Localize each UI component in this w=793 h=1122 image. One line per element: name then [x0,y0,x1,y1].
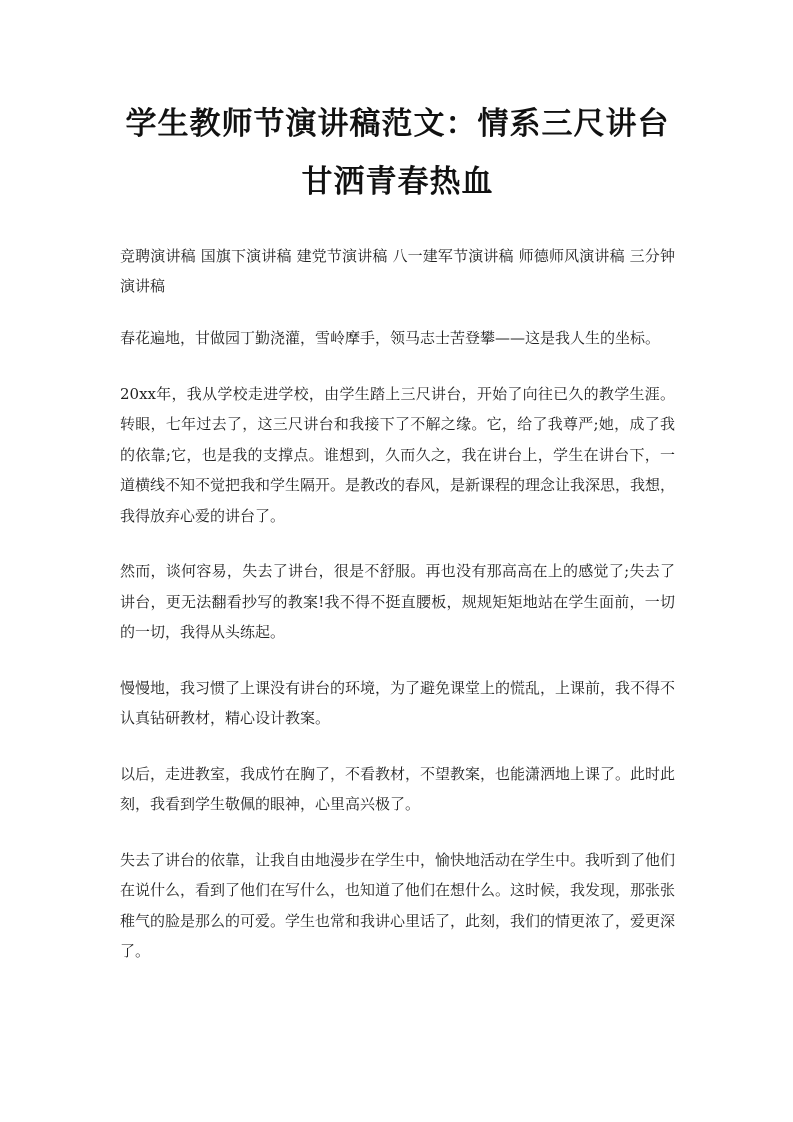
tag-item[interactable]: 八一建军节演讲稿 [392,247,514,265]
tag-item[interactable]: 师德师风演讲稿 [518,247,625,265]
document-title [120,95,675,211]
tag-item[interactable]: 三分钟演讲稿 [120,247,675,295]
body-paragraph: 20xx年，我从学校走进学校，由学生踏上三尺讲台，开始了向往已久的教学生涯。转眼，七年过去了，这三尺讲台和我接下了不解之缘。它，给了我尊严;她，成了我的依靠;它，也是我的支撑点。谁想到，久而久之，我在讲台上，学生在讲台下，一道横线不知不觉把我和学生隔开。是教改的春风，是新课程的理念让我深思，我想，我得放弃心爱的讲台了。 [120,384,676,525]
tag-item[interactable]: 建党节演讲稿 [296,247,388,265]
title-line-2: 甘洒青春热血 [301,164,494,200]
body-paragraph: 以后，走进教室，我成竹在胸了，不看教材，不望教案，也能潇洒地上课了。此时此刻，我看到学生敬佩的眼神，心里高兴极了。 [120,764,676,813]
title-line-1: 学生教师节演讲稿范文：情系三尺讲台 [125,106,670,142]
body-paragraph: 失去了讲台的依靠，让我自由地漫步在学生中，愉快地活动在学生中。我听到了他们在说什么，看到了他们在写什么，也知道了他们在想什么。这时候，我发现，那张张稚气的脸是那么的可爱。学生也常和我讲心里话了，此刻，我们的情更浓了，爱更深了。 [120,850,676,960]
body-paragraph: 春花遍地，甘做园丁勤浇灌，雪岭摩手，领马志士苦登攀——这是我人生的坐标。 [120,329,661,347]
body-paragraph: 然而，谈何容易，失去了讲台，很是不舒服。再也没有那高高在上的感觉了;失去了讲台，更无法翻看抄写的教案!我不得不挺直腰板，规规矩矩地站在学生面前，一切的一切，我得从头练起。 [120,562,675,641]
tag-item[interactable]: 国旗下演讲稿 [200,247,292,265]
tag-list [120,241,675,301]
body-paragraph: 慢慢地，我习惯了上课没有讲台的环境，为了避免课堂上的慌乱，上课前，我不得不认真钻研教材，精心设计教案。 [120,678,676,727]
tag-item[interactable]: 竞聘演讲稿 [120,247,196,265]
